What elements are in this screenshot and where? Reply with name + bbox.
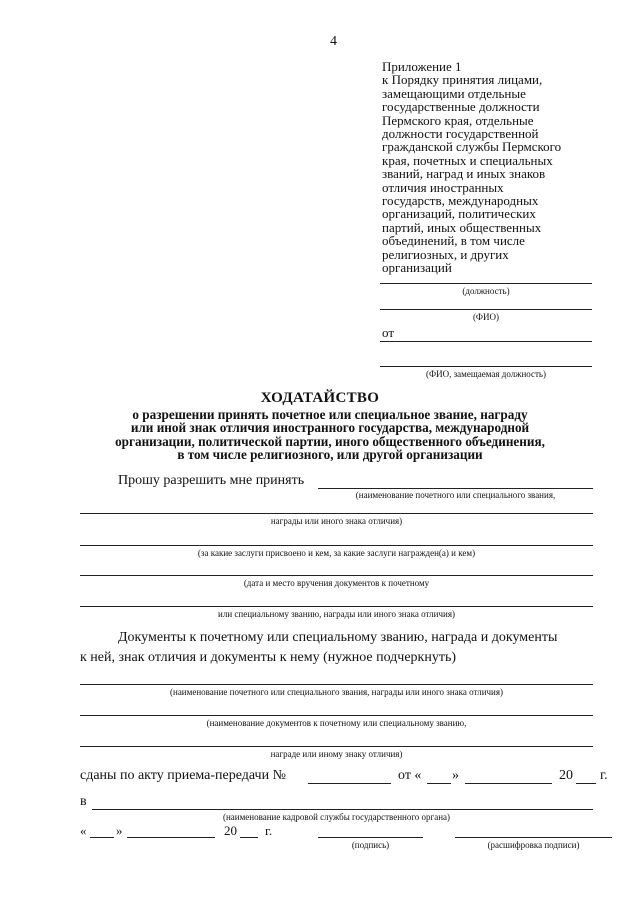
from-caption: (ФИО, замещаемая должность): [425, 369, 547, 379]
sign-day-line[interactable]: [90, 837, 114, 838]
from-label: от: [382, 325, 395, 340]
documents-list-line[interactable]: [80, 715, 593, 716]
position-caption: (должность): [462, 286, 510, 296]
document-subtitle: [60, 408, 600, 462]
appendix-line: отличия иностранных: [382, 179, 504, 195]
honor-name-line-2[interactable]: [80, 513, 593, 514]
subtitle-line: о разрешении принять почетное или специальное звание, награду: [132, 407, 528, 422]
merits-caption: (за какие заслуги присвоено и кем, за какие заслуги награжден(а) и кем): [197, 548, 476, 558]
appendix-line: Приложение 1: [382, 59, 462, 74]
appendix-line: замещающими отдельные: [382, 85, 526, 101]
documents-text-line-2: к ней, знак отличия и документы к нему (нужное подчеркнуть): [80, 650, 457, 665]
act-month-line[interactable]: [465, 783, 552, 784]
act-from-label: от «: [398, 768, 422, 783]
from-field-line-2[interactable]: [380, 366, 592, 367]
act-year-line[interactable]: [576, 783, 596, 784]
appendix-block: [382, 60, 607, 275]
signature-caption: (подпись): [351, 840, 390, 850]
honor-name-line[interactable]: [318, 488, 593, 489]
service-in-label: в: [80, 794, 87, 809]
date-place-caption: (дата и место вручения документов к почетному: [243, 578, 430, 588]
appendix-line: государств, международных: [382, 193, 539, 209]
request-text: Прошу разрешить мне принять: [118, 473, 305, 488]
fio-caption: (ФИО): [472, 312, 500, 322]
honor-items-caption: (наименование почетного или специального звания, награды или иного знака отличия): [170, 687, 503, 697]
documents-text-line-1: Документы к почетному или специальному званию, награда и документы: [118, 630, 558, 645]
merits-line[interactable]: [80, 545, 593, 546]
document-title: ХОДАТАЙСТВО: [260, 390, 380, 406]
subtitle-line: или иной знак отличия иностранного государства, международной: [130, 420, 530, 436]
documents-list-line-2[interactable]: [80, 746, 593, 747]
honor-name-caption: (наименование почетного или специального звания,: [355, 490, 556, 500]
documents-list-caption: (наименование документов к почетному или специальному званию,: [206, 718, 467, 728]
act-year-suffix: г.: [600, 768, 608, 783]
appendix-line: должности государственной: [382, 126, 539, 142]
appendix-line: Пермского края, отдельные: [382, 112, 534, 128]
subtitle-line: организации, политической партии, иного общественного объединения,: [115, 433, 545, 449]
position-field-line[interactable]: [380, 283, 592, 284]
subtitle-line: в том числе религиозного, или другой организации: [177, 447, 483, 463]
appendix-line: партий, иных общественных: [382, 219, 542, 235]
sign-year-suffix: г.: [265, 823, 273, 838]
act-label: сданы по акту приема-передачи №: [80, 768, 286, 783]
signature-line[interactable]: [318, 837, 423, 838]
sign-quote-open: «: [80, 823, 87, 838]
date-place-caption-2: или специальному званию, награды или иного знака отличия): [218, 609, 455, 619]
appendix-line: государственные должности: [382, 99, 540, 115]
fio-field-line[interactable]: [380, 309, 592, 310]
award-caption: награды или иного знака отличия): [270, 516, 403, 526]
date-place-line[interactable]: [80, 575, 593, 576]
appendix-line: организаций: [382, 260, 452, 276]
appendix-line: объединений, в том числе: [382, 233, 525, 249]
service-caption: (наименование кадровой службы государственного органа): [222, 812, 451, 822]
act-quote-close: »: [452, 768, 459, 783]
act-day-line[interactable]: [427, 783, 451, 784]
sign-quote-close: »: [116, 823, 123, 838]
signature-decoding-caption: (расшифровка подписи): [487, 840, 580, 850]
signature-decoding-line[interactable]: [455, 837, 612, 838]
sign-month-line[interactable]: [127, 837, 215, 838]
service-name-line[interactable]: [92, 809, 593, 810]
appendix-line: организаций, политических: [382, 206, 536, 222]
honor-items-line[interactable]: [80, 684, 593, 685]
from-field-line[interactable]: [380, 341, 592, 342]
appendix-line: званий, наград и иных знаков: [382, 166, 546, 182]
act-year-prefix: 20: [559, 768, 573, 783]
sign-year-line[interactable]: [240, 837, 258, 838]
date-place-line-2[interactable]: [80, 606, 593, 607]
act-number-line[interactable]: [308, 783, 391, 784]
sign-year-prefix: 20: [224, 823, 237, 838]
appendix-line: гражданской службы Пермского: [382, 139, 562, 155]
appendix-line: края, почетных и специальных: [382, 152, 553, 168]
appendix-line: к Порядку принятия лицами,: [382, 72, 543, 88]
page-number: 4: [330, 34, 337, 49]
documents-list-caption-2: награде или иному знаку отличия): [270, 749, 403, 759]
appendix-line: религиозных, и других: [382, 246, 509, 262]
